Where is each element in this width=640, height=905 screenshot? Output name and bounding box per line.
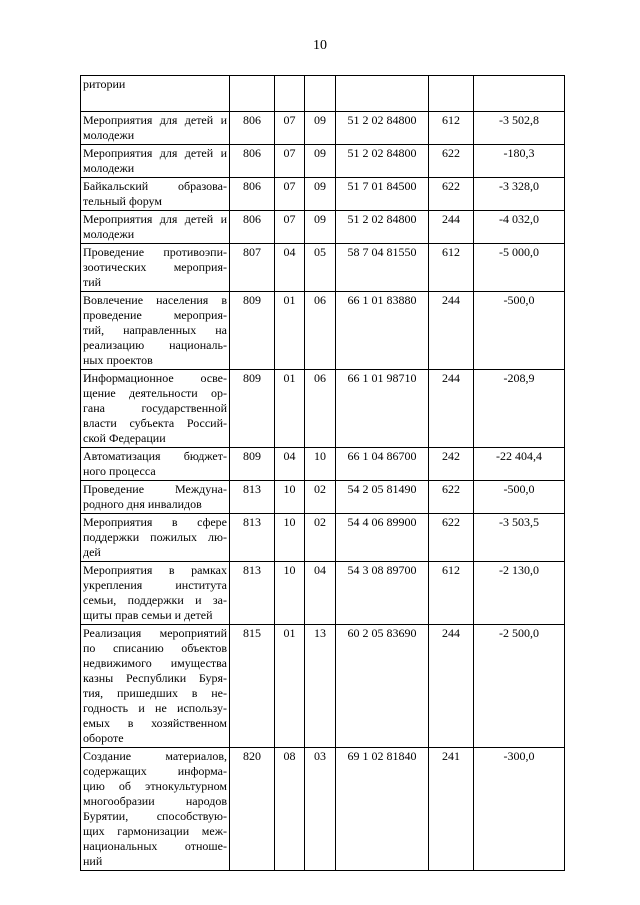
cell-name-line: Автоматизация бюджет- bbox=[83, 449, 227, 463]
cell-subsection: 02 bbox=[305, 514, 336, 562]
cell-expense-type: 622 bbox=[429, 145, 474, 178]
cell-name-line: Информационное осве- bbox=[83, 371, 227, 385]
cell-expense-type: 244 bbox=[429, 370, 474, 448]
table-row bbox=[81, 514, 565, 562]
cell-name-line: цию об этнокультурном bbox=[83, 779, 227, 793]
cell-name-line: Реализация мероприятий bbox=[83, 626, 227, 640]
cell-target-article: 60 2 05 83690 bbox=[336, 625, 429, 748]
cell-section: 08 bbox=[275, 748, 305, 871]
table-row bbox=[81, 112, 565, 145]
cell-amount: -4 032,0 bbox=[474, 211, 565, 244]
cell-name-line: Проведение Междуна- bbox=[83, 482, 227, 496]
cell-gov-code: 815 bbox=[230, 625, 275, 748]
cell-target-article: 66 1 01 98710 bbox=[336, 370, 429, 448]
cell-name bbox=[81, 481, 230, 514]
cell-name-line: Вовлечение населения в bbox=[83, 293, 227, 307]
cell-target-article: 54 4 06 89900 bbox=[336, 514, 429, 562]
cell-subsection bbox=[305, 76, 336, 112]
cell-name-line: Мероприятия для детей и bbox=[83, 146, 227, 160]
cell-name-line: содержащих информа- bbox=[83, 764, 227, 778]
cell-name bbox=[81, 76, 230, 112]
cell-name-line: ний bbox=[83, 854, 103, 868]
cell-name-line: ного процесса bbox=[83, 464, 156, 478]
cell-target-article: 51 7 01 84500 bbox=[336, 178, 429, 211]
cell-target-article bbox=[336, 76, 429, 112]
cell-expense-type: 244 bbox=[429, 292, 474, 370]
budget-table-body bbox=[81, 76, 565, 871]
cell-amount: -3 502,8 bbox=[474, 112, 565, 145]
cell-name bbox=[81, 178, 230, 211]
cell-name-line: национальных отноше- bbox=[83, 839, 227, 853]
cell-section bbox=[275, 76, 305, 112]
cell-amount bbox=[474, 76, 565, 112]
cell-gov-code: 809 bbox=[230, 370, 275, 448]
cell-target-article: 69 1 02 81840 bbox=[336, 748, 429, 871]
cell-name bbox=[81, 562, 230, 625]
cell-target-article: 54 2 05 81490 bbox=[336, 481, 429, 514]
cell-gov-code: 809 bbox=[230, 448, 275, 481]
cell-section: 01 bbox=[275, 625, 305, 748]
cell-target-article: 51 2 02 84800 bbox=[336, 145, 429, 178]
table-row bbox=[81, 244, 565, 292]
cell-name-line: казны Республики Буря- bbox=[83, 671, 227, 685]
cell-name-line: ской Федерации bbox=[83, 431, 166, 445]
cell-subsection: 05 bbox=[305, 244, 336, 292]
cell-name bbox=[81, 625, 230, 748]
cell-amount: -5 000,0 bbox=[474, 244, 565, 292]
cell-amount: -3 328,0 bbox=[474, 178, 565, 211]
cell-gov-code: 820 bbox=[230, 748, 275, 871]
cell-name-line: власти субъекта Россий- bbox=[83, 416, 227, 430]
cell-expense-type bbox=[429, 76, 474, 112]
cell-amount: -500,0 bbox=[474, 481, 565, 514]
cell-target-article: 51 2 02 84800 bbox=[336, 112, 429, 145]
cell-target-article: 66 1 01 83880 bbox=[336, 292, 429, 370]
cell-amount: -2 500,0 bbox=[474, 625, 565, 748]
cell-name bbox=[81, 748, 230, 871]
cell-name-line: щение деятельности ор- bbox=[83, 386, 227, 400]
cell-expense-type: 622 bbox=[429, 178, 474, 211]
cell-amount: -300,0 bbox=[474, 748, 565, 871]
cell-name-line: щих гармонизации меж- bbox=[83, 824, 227, 838]
cell-expense-type: 612 bbox=[429, 562, 474, 625]
cell-name-line: тий, направленных на bbox=[83, 323, 227, 337]
cell-subsection: 06 bbox=[305, 292, 336, 370]
cell-name-line: щиты прав семьи и детей bbox=[83, 608, 213, 622]
cell-gov-code: 806 bbox=[230, 145, 275, 178]
cell-name-line: ных проектов bbox=[83, 353, 153, 367]
cell-name bbox=[81, 370, 230, 448]
cell-name-line: молодежи bbox=[83, 161, 135, 175]
cell-name bbox=[81, 244, 230, 292]
cell-section: 07 bbox=[275, 112, 305, 145]
cell-name-line: Мероприятия для детей и bbox=[83, 113, 227, 127]
table-row bbox=[81, 625, 565, 748]
cell-target-article: 51 2 02 84800 bbox=[336, 211, 429, 244]
cell-subsection: 13 bbox=[305, 625, 336, 748]
table-row bbox=[81, 211, 565, 244]
cell-expense-type: 242 bbox=[429, 448, 474, 481]
cell-name-line: Проведение противоэпи- bbox=[83, 245, 227, 259]
cell-name-line: тельный форум bbox=[83, 194, 162, 208]
cell-subsection: 09 bbox=[305, 112, 336, 145]
cell-name-line: по списанию объектов bbox=[83, 641, 227, 655]
cell-name-line: годность и не использу- bbox=[83, 701, 227, 715]
cell-name bbox=[81, 514, 230, 562]
table-row bbox=[81, 562, 565, 625]
cell-name-line: Мероприятия в рамках bbox=[83, 563, 227, 577]
cell-section: 10 bbox=[275, 562, 305, 625]
cell-gov-code: 806 bbox=[230, 178, 275, 211]
cell-expense-type: 612 bbox=[429, 244, 474, 292]
cell-name-line: молодежи bbox=[83, 128, 135, 142]
table-row bbox=[81, 748, 565, 871]
cell-name bbox=[81, 112, 230, 145]
table-row bbox=[81, 370, 565, 448]
page-number: 10 bbox=[313, 38, 327, 53]
cell-amount: -180,3 bbox=[474, 145, 565, 178]
cell-name-line: родного дня инвалидов bbox=[83, 497, 202, 511]
cell-name-line: Создание материалов, bbox=[83, 749, 227, 763]
cell-amount: -500,0 bbox=[474, 292, 565, 370]
cell-subsection: 06 bbox=[305, 370, 336, 448]
cell-name bbox=[81, 145, 230, 178]
cell-name-line: проведение мероприя- bbox=[83, 308, 227, 322]
cell-target-article: 54 3 08 89700 bbox=[336, 562, 429, 625]
cell-expense-type: 244 bbox=[429, 625, 474, 748]
cell-name-line: обороте bbox=[83, 731, 124, 745]
cell-section: 01 bbox=[275, 370, 305, 448]
table-row bbox=[81, 145, 565, 178]
cell-name-line: многообразии народов bbox=[83, 794, 227, 808]
cell-amount: -2 130,0 bbox=[474, 562, 565, 625]
cell-gov-code: 806 bbox=[230, 211, 275, 244]
cell-subsection: 04 bbox=[305, 562, 336, 625]
cell-expense-type: 241 bbox=[429, 748, 474, 871]
cell-expense-type: 622 bbox=[429, 514, 474, 562]
cell-section: 04 bbox=[275, 448, 305, 481]
cell-name-line: тий bbox=[83, 275, 102, 289]
cell-gov-code: 813 bbox=[230, 514, 275, 562]
cell-subsection: 10 bbox=[305, 448, 336, 481]
cell-section: 01 bbox=[275, 292, 305, 370]
cell-name-line: Мероприятия в сфере bbox=[83, 515, 227, 529]
cell-section: 04 bbox=[275, 244, 305, 292]
cell-name-line: емых в хозяйственном bbox=[83, 716, 227, 730]
cell-name-line: реализацию националь- bbox=[83, 338, 227, 352]
cell-name-line: недвижимого имущества bbox=[83, 656, 227, 670]
cell-gov-code bbox=[230, 76, 275, 112]
cell-name-line: молодежи bbox=[83, 227, 135, 241]
cell-name bbox=[81, 292, 230, 370]
table-row bbox=[81, 178, 565, 211]
cell-subsection: 03 bbox=[305, 748, 336, 871]
cell-amount: -208,9 bbox=[474, 370, 565, 448]
cell-section: 07 bbox=[275, 211, 305, 244]
cell-name-line: зоотических мероприя- bbox=[83, 260, 227, 274]
cell-name-line: укрепления института bbox=[83, 578, 227, 592]
cell-name-line: Байкальский образова- bbox=[83, 179, 227, 193]
cell-section: 10 bbox=[275, 481, 305, 514]
cell-subsection: 09 bbox=[305, 178, 336, 211]
cell-subsection: 09 bbox=[305, 211, 336, 244]
cell-expense-type: 244 bbox=[429, 211, 474, 244]
table-row bbox=[81, 448, 565, 481]
table-row bbox=[81, 76, 565, 112]
cell-name bbox=[81, 211, 230, 244]
cell-name-line: семьи, поддержки и за- bbox=[83, 593, 227, 607]
cell-expense-type: 622 bbox=[429, 481, 474, 514]
cell-target-article: 66 1 04 86700 bbox=[336, 448, 429, 481]
cell-subsection: 02 bbox=[305, 481, 336, 514]
cell-name-line: поддержки пожилых лю- bbox=[83, 530, 227, 544]
cell-amount: -3 503,5 bbox=[474, 514, 565, 562]
cell-section: 07 bbox=[275, 178, 305, 211]
cell-gov-code: 809 bbox=[230, 292, 275, 370]
cell-gov-code: 813 bbox=[230, 481, 275, 514]
table-row bbox=[81, 481, 565, 514]
cell-name-line: ритории bbox=[83, 77, 126, 91]
cell-section: 10 bbox=[275, 514, 305, 562]
cell-gov-code: 806 bbox=[230, 112, 275, 145]
cell-gov-code: 813 bbox=[230, 562, 275, 625]
cell-name-line: гана государственной bbox=[83, 401, 227, 415]
cell-name-line: дей bbox=[83, 545, 101, 559]
cell-name-line: Мероприятия для детей и bbox=[83, 212, 227, 226]
table-row bbox=[81, 292, 565, 370]
cell-amount: -22 404,4 bbox=[474, 448, 565, 481]
cell-section: 07 bbox=[275, 145, 305, 178]
cell-subsection: 09 bbox=[305, 145, 336, 178]
cell-name-line: тия, пришедших в не- bbox=[83, 686, 227, 700]
cell-gov-code: 807 bbox=[230, 244, 275, 292]
cell-name-line: Бурятии, способствую- bbox=[83, 809, 227, 823]
cell-name bbox=[81, 448, 230, 481]
cell-target-article: 58 7 04 81550 bbox=[336, 244, 429, 292]
cell-expense-type: 612 bbox=[429, 112, 474, 145]
budget-table bbox=[80, 75, 565, 871]
